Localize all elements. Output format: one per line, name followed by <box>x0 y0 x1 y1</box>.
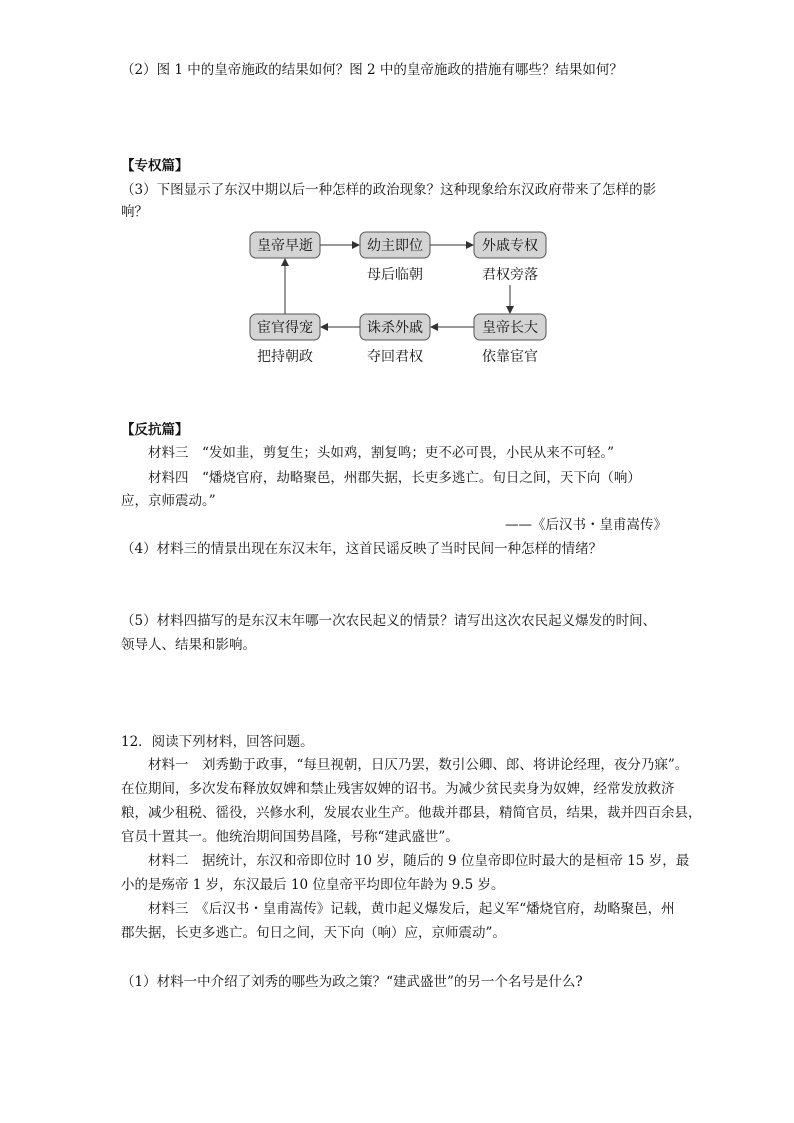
box-kill-consorts <box>360 314 430 340</box>
q12-material-2-line2: 小的是殇帝 1 岁，东汉最后 10 位皇帝平均即位年龄为 9.5 岁。 <box>121 877 505 893</box>
box-young-emperor <box>360 232 430 258</box>
q12-material-3-line2: 郡失据，长吏多逃亡。旬日之间，天下向（响）应，京师震动”。 <box>121 925 506 941</box>
q12-material-2: 材料二 据统计，东汉和帝即位时 10 岁，随后的 9 位皇帝即位时最大的是桓帝 15 岁，最 <box>148 853 690 869</box>
section-heading-zhuanquan: 【专权篇】 <box>121 158 189 174</box>
question-3-cont: 响？ <box>121 204 148 220</box>
caption-rely-eunuchs: 依靠宦官 <box>482 349 538 365</box>
question-3: （3）下图显示了东汉中期以后一种怎样的政治现象？这种现象给东汉政府带来了怎样的影 <box>121 182 657 198</box>
box-label: 外戚专权 <box>482 238 538 254</box>
caption-power-lost: 君权旁落 <box>482 267 538 283</box>
box-label: 皇帝长大 <box>482 320 538 336</box>
question-4: （4）材料三的情景出现在东汉末年，这首民谣反映了当时民间一种怎样的情绪？ <box>121 541 603 557</box>
caption-regency: 母后临朝 <box>367 267 423 283</box>
section-heading-fankang: 【反抗篇】 <box>121 422 189 438</box>
q12-material-1: 材料一 刘秀勤于政事，“每旦视朝，日仄乃罢，数引公卿、郎、将讲论经理，夜分乃寐”。 <box>148 757 689 773</box>
material-4: 材料四 “燔烧官府，劫略聚邑，州郡失据，长吏多逃亡。旬日之间，天下向（响） <box>148 470 641 486</box>
caption-regain-power: 夺回君权 <box>367 349 423 365</box>
box-eunuch-favored <box>250 314 320 340</box>
box-label: 幼主即位 <box>367 238 423 254</box>
box-label: 诛杀外戚 <box>367 320 423 336</box>
box-label: 皇帝早逝 <box>257 238 313 254</box>
power-cycle-diagram <box>240 222 560 372</box>
question-2: （2）图 1 中的皇帝施政的结果如何？图 2 中的皇帝施政的措施有哪些？结果如何？ <box>121 62 623 78</box>
box-consort-power <box>474 232 546 258</box>
q12-material-1-line4: 官员十置其一。他统治期间国势昌隆，号称“建武盛世”。 <box>121 829 459 845</box>
question-5: （5）材料四描写的是东汉末年哪一次农民起义的情景？请写出这次农民起义爆发的时间、 <box>121 613 657 629</box>
box-emperor-grows-up <box>474 314 546 340</box>
question-12-title: 12．阅读下列材料，回答问题。 <box>121 734 314 750</box>
material-3: 材料三 “发如韭，剪复生；头如鸡，割复鸣；吏不必可畏，小民从来不可轻。” <box>148 445 615 461</box>
material-4-cont: 应，京师震动。” <box>121 493 216 509</box>
q12-question-1: （1）材料一中介绍了刘秀的哪些为政之策？“建武盛世”的另一个名号是什么? <box>121 974 583 990</box>
question-5-cont: 领导人、结果和影响。 <box>121 637 256 653</box>
box-label: 宦官得宠 <box>257 320 313 336</box>
q12-material-3: 材料三 《后汉书・皇甫嵩传》记载，黄巾起义爆发后，起义军“燔烧官府，劫略聚邑，州 <box>148 901 675 917</box>
caption-control-court: 把持朝政 <box>257 349 313 365</box>
q12-material-1-line3: 粮，减少租税、徭役，兴修水利，发展农业生产。他裁并郡县，精简官员，结果，裁并四百余县， <box>121 805 702 821</box>
q12-material-1-line2: 在位期间，多次发布释放奴婢和禁止残害奴婢的诏书。为减少贫民卖身为奴婢，经常发放救济 <box>121 781 675 797</box>
box-emperor-dies-early <box>250 232 320 258</box>
source-citation: ——《后汉书・皇甫嵩传》 <box>505 517 667 533</box>
